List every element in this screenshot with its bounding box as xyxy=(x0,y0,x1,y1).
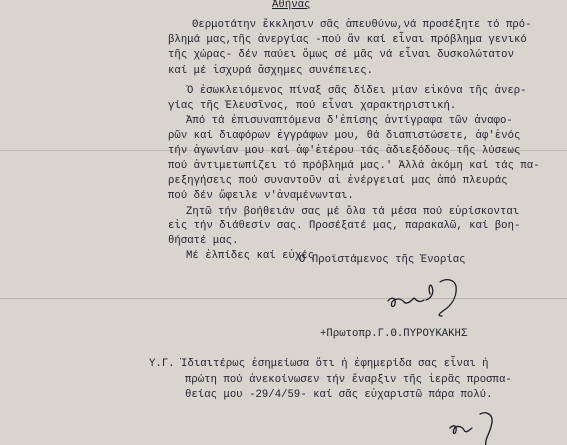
paper-fold-line xyxy=(0,298,567,299)
body-line: καί μέ ἰσχυρά ἄσχημες συνέπειες. xyxy=(168,65,374,77)
postscript-line: θείας μου -29/4/59- καί σᾶς εὐχαριστῶ πάρα πολύ. xyxy=(185,389,493,401)
body-line: βλημά μας,τῆς ἀνεργίας -πού ἄν καί εἶναι πρόβλημα γενικό xyxy=(168,34,527,46)
signatory-name: +Πρωτοπρ.Γ.Θ.ΠΥΡΟΥΚΑΚΗΣ xyxy=(320,328,468,340)
body-line: τήν ἀγωνίαν μου καί ἀφ'ἑτέρου τάς ἀδιεξόδους τῆς λύσεως xyxy=(168,145,521,157)
body-line: πού δέν ὤφειλε ν'ἀναμένωνται. xyxy=(168,190,354,202)
body-line: πού ἀντιμετωπίζει τό πρόβλημά μας.' Ἀλλά ἀκόμη καί τάς πα- xyxy=(168,160,540,172)
body-line: εἰς τήν διάθεσίν σας. Προσέξατέ μας, παρακαλῶ, καί βοη- xyxy=(168,220,521,232)
body-line: ρῶν καί διαφόρων ἐγγράφων μου, θά διαπιστώσετε, ἀφ'ἑνός xyxy=(168,130,521,142)
letter-heading: Ἀθήνας xyxy=(272,0,311,11)
body-line: θήσατέ μας. xyxy=(168,235,239,247)
body-line: τῆς χώρας- δέν παύει ὅμως σέ μᾶς νά εἶναι δυσκολώτατον xyxy=(168,49,514,61)
second-signature-mark xyxy=(446,410,506,445)
postscript-line: πρώτη πού ἀνεκοίνωσεν τήν ἔναρξιν τῆς ἱερᾶς προσπα- xyxy=(185,374,512,386)
body-line: γίας τῆς Ἐλευσῖνος, πού εἶναι χαρακτηριστική. xyxy=(168,100,457,112)
closing-title: Ὁ Προϊστάμενος τῆς Ἐνορίας xyxy=(299,254,466,266)
body-line: ρεξηγήσεις πού συναντοῦν αἱ ἐνέργειαί μας ἀπό πλευράς xyxy=(168,175,508,187)
body-line: Ἀπό τά ἐπισυναπτόμενα δ'ἐπίσης ἀντίγραφα τῶν ἀναφο- xyxy=(186,115,513,127)
postscript-line: Υ.Γ. Ἰδιαιτέρως ἐσημείωσα ὅτι ἡ ἐφημερίδα σας εἶναι ἡ xyxy=(149,358,489,370)
handwritten-signature xyxy=(382,276,472,326)
body-line: Θερμοτάτην ἔκκλησιν σᾶς ἀπευθύνω,νά προσέξητε τό πρό- xyxy=(192,19,532,31)
body-line: Μέ ἐλπίδες καί εὐχές xyxy=(186,250,315,262)
body-line: Ὁ ἐσωκλειόμενος πίναξ σᾶς δίδει μίαν εἰκόνα τῆς ἀνερ- xyxy=(187,85,527,97)
body-line: Ζητῶ τήν βοήθειάν σας μέ ὅλα τά μέσα πού εὑρίσκονται xyxy=(186,206,520,218)
